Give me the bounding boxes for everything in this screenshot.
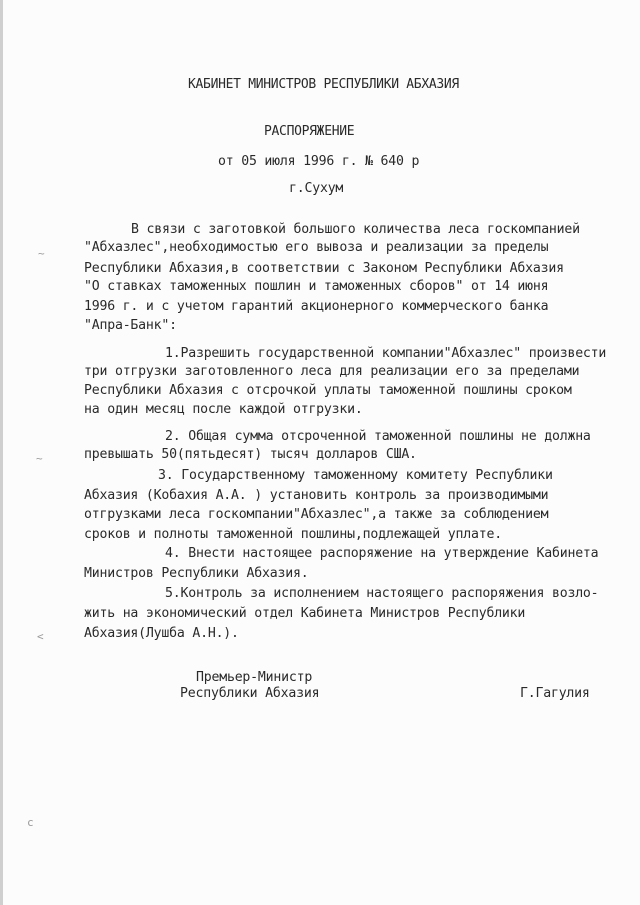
document-type: РАСПОРЯЖЕНИЕ	[264, 124, 355, 139]
item-5-line: Абхазия(Лушба А.Н.).	[84, 626, 239, 641]
scan-mark: ~	[36, 452, 43, 465]
intro-line: "О ставках таможенных пошлин и таможенных сборов" от 14 июня	[84, 279, 549, 294]
scan-mark: c	[27, 816, 34, 829]
item-3-line: Абхазия (Кобахия А.А. ) установить контроль за производимыми	[84, 488, 549, 503]
intro-line: Республики Абхазия,в соответствии с Законом Республики Абхазия	[84, 261, 564, 276]
scan-mark: <	[37, 630, 44, 643]
item-3-line: сроков и полноты таможенной пошлины,подлежащей уплате.	[84, 527, 502, 542]
scan-mark: ~	[38, 247, 45, 260]
intro-line: 1996 г. и с учетом гарантий акционерного коммерческого банка	[84, 299, 549, 314]
item-1-line: на один месяц после каждой отгрузки.	[84, 402, 363, 417]
document-city: г.Сухум	[289, 181, 344, 196]
document-date-number: от 05 июля 1996 г. № 640 р	[218, 154, 420, 169]
organization-title: КАБИНЕТ МИНИСТРОВ РЕСПУБЛИКИ АБХАЗИЯ	[188, 77, 459, 92]
intro-line: "Абхазлес",необходимостью его вывоза и реализации за пределы	[84, 240, 549, 255]
signatory-name: Г.Гагулия	[520, 686, 590, 701]
scan-edge	[0, 0, 3, 905]
item-5-line: жить на экономический отдел Кабинета Министров Республики	[84, 606, 526, 621]
item-1-line: три отгрузки заготовленного леса для реализации его за пределами	[84, 364, 580, 379]
signatory-title: Премьер-Министр	[196, 670, 313, 685]
item-4-line: 4. Внести настоящее распоряжение на утверждение Кабинета	[165, 546, 599, 561]
item-4-line: Министров Республики Абхазия.	[84, 566, 309, 581]
intro-line: "Апра-Банк":	[84, 318, 177, 333]
signatory-title: Республики Абхазия	[180, 686, 320, 701]
item-2-line: превышать 50(пятьдесят) тысяч долларов США.	[84, 447, 417, 462]
item-3-line: отгрузками леса госкомпании"Абхазлес",а также за соблюдением	[84, 507, 549, 522]
item-5-line: 5.Контроль за исполнением настоящего распоряжения возло-	[165, 586, 599, 601]
item-3-line: 3. Государственному таможенному комитету Республики	[158, 468, 553, 483]
item-2-line: 2. Общая сумма отсроченной таможенной пошлины не должна	[165, 429, 591, 444]
item-1-line: 1.Разрешить государственной компании"Абхазлес" произвести	[165, 346, 607, 361]
item-1-line: Республики Абхазия с отсрочкой уплаты таможенной пошлины сроком	[84, 383, 572, 398]
intro-line: В связи с заготовкой большого количества леса госкомпанией	[131, 222, 580, 237]
